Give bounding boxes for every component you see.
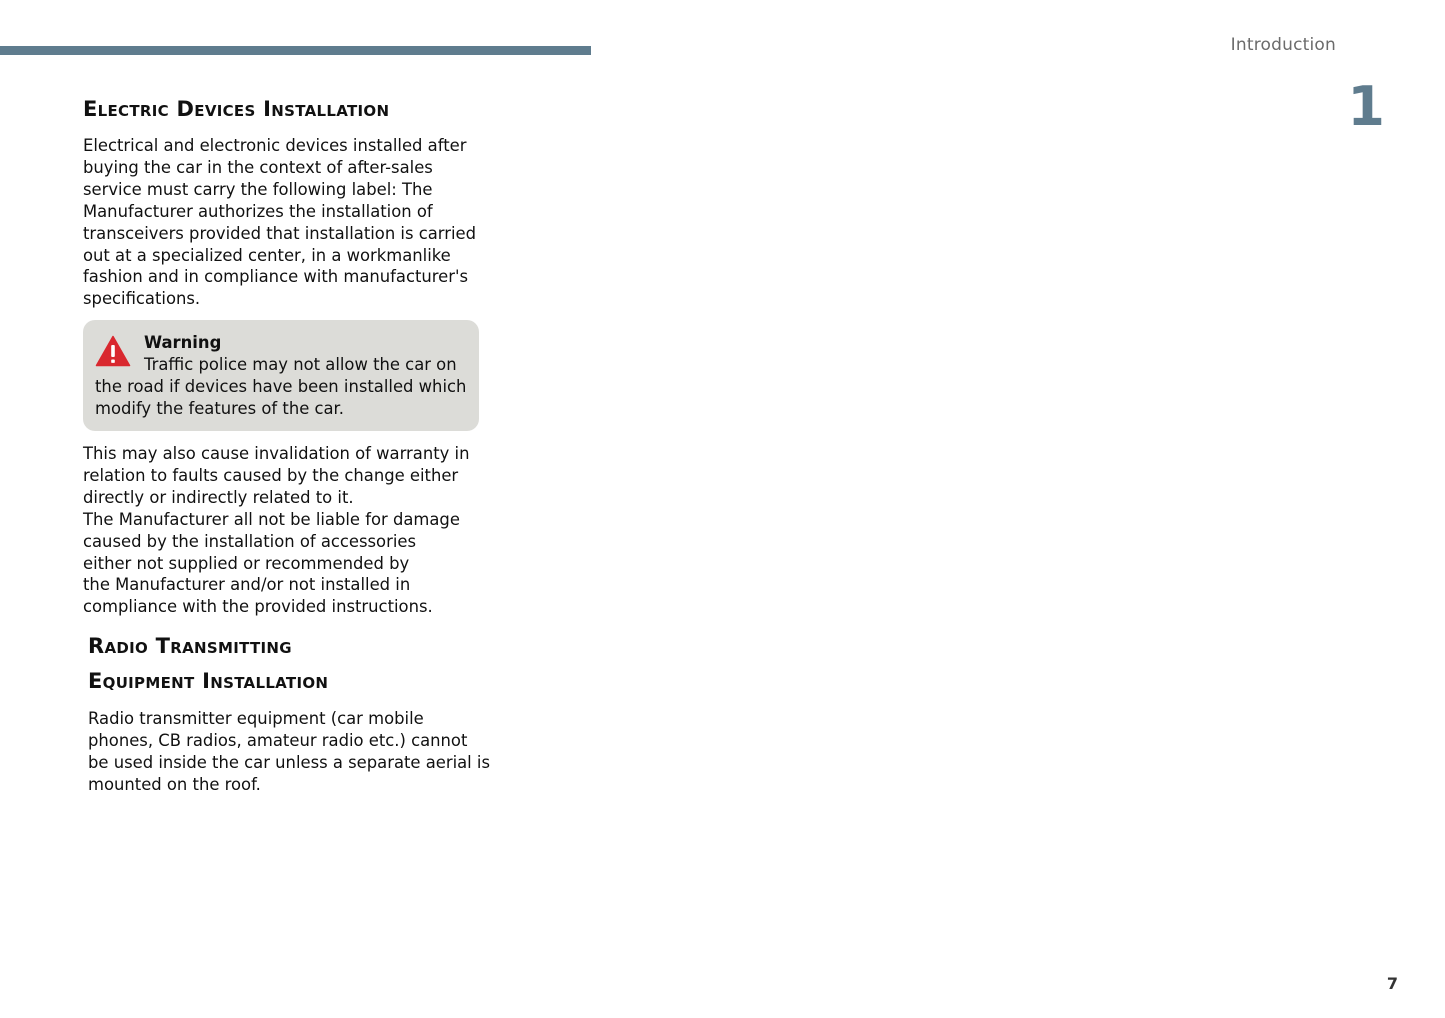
chapter-number: 1 — [1347, 75, 1385, 138]
paragraph-warranty — [83, 443, 469, 618]
heading-line: Equipment Installation — [88, 669, 329, 693]
text-line: Electrical and electronic devices installed after — [83, 136, 467, 155]
text-line: Traffic police may not allow the car on — [144, 355, 457, 374]
text-line: specifications. — [83, 289, 201, 309]
heading-electric-devices: Electric Devices Installation — [83, 97, 390, 121]
text-line: The Manufacturer all not be liable for damage — [83, 509, 460, 529]
text-line: compliance with the provided instructions. — [83, 597, 433, 617]
text-line: caused by the installation of accessories — [83, 531, 416, 551]
text-line: directly or indirectly related to it. — [83, 487, 354, 507]
header-rule — [0, 46, 591, 55]
heading-line: Radio Transmitting — [88, 634, 292, 658]
text-line: service must carry the following label: The — [83, 179, 433, 199]
text-line: relation to faults caused by the change either — [83, 465, 459, 485]
section-label: Introduction — [1230, 35, 1336, 55]
text-line: Radio transmitter equipment (car mobile — [88, 709, 424, 728]
text-line: the Manufacturer and/or not installed in — [83, 575, 411, 595]
text-line: out at a specialized center, in a workmanlike — [83, 245, 451, 265]
text-line: fashion and in compliance with manufacturer's — [83, 267, 469, 287]
text-line: buying the car in the context of after-sales — [83, 157, 433, 177]
warning-title: Warning — [144, 333, 222, 352]
text-line: be used inside the car unless a separate aerial is — [88, 752, 491, 772]
page-number: 7 — [1386, 974, 1398, 993]
text-line: either not supplied or recommended by — [83, 553, 410, 573]
paragraph-electric-devices — [83, 135, 476, 310]
text-line: transceivers provided that installation is carried — [83, 223, 477, 243]
warning-box — [83, 320, 479, 431]
text-line: mounted on the roof. — [88, 774, 261, 794]
paragraph-radio-transmitting — [88, 708, 490, 796]
warning-text — [95, 354, 466, 420]
text-line: phones, CB radios, amateur radio etc.) cannot — [88, 730, 468, 750]
text-line: This may also cause invalidation of warranty in — [83, 444, 470, 463]
text-line: the road if devices have been installed which — [95, 376, 467, 396]
text-line: Manufacturer authorizes the installation of — [83, 201, 433, 221]
text-line: modify the features of the car. — [95, 398, 344, 418]
heading-radio-transmitting — [88, 629, 328, 699]
